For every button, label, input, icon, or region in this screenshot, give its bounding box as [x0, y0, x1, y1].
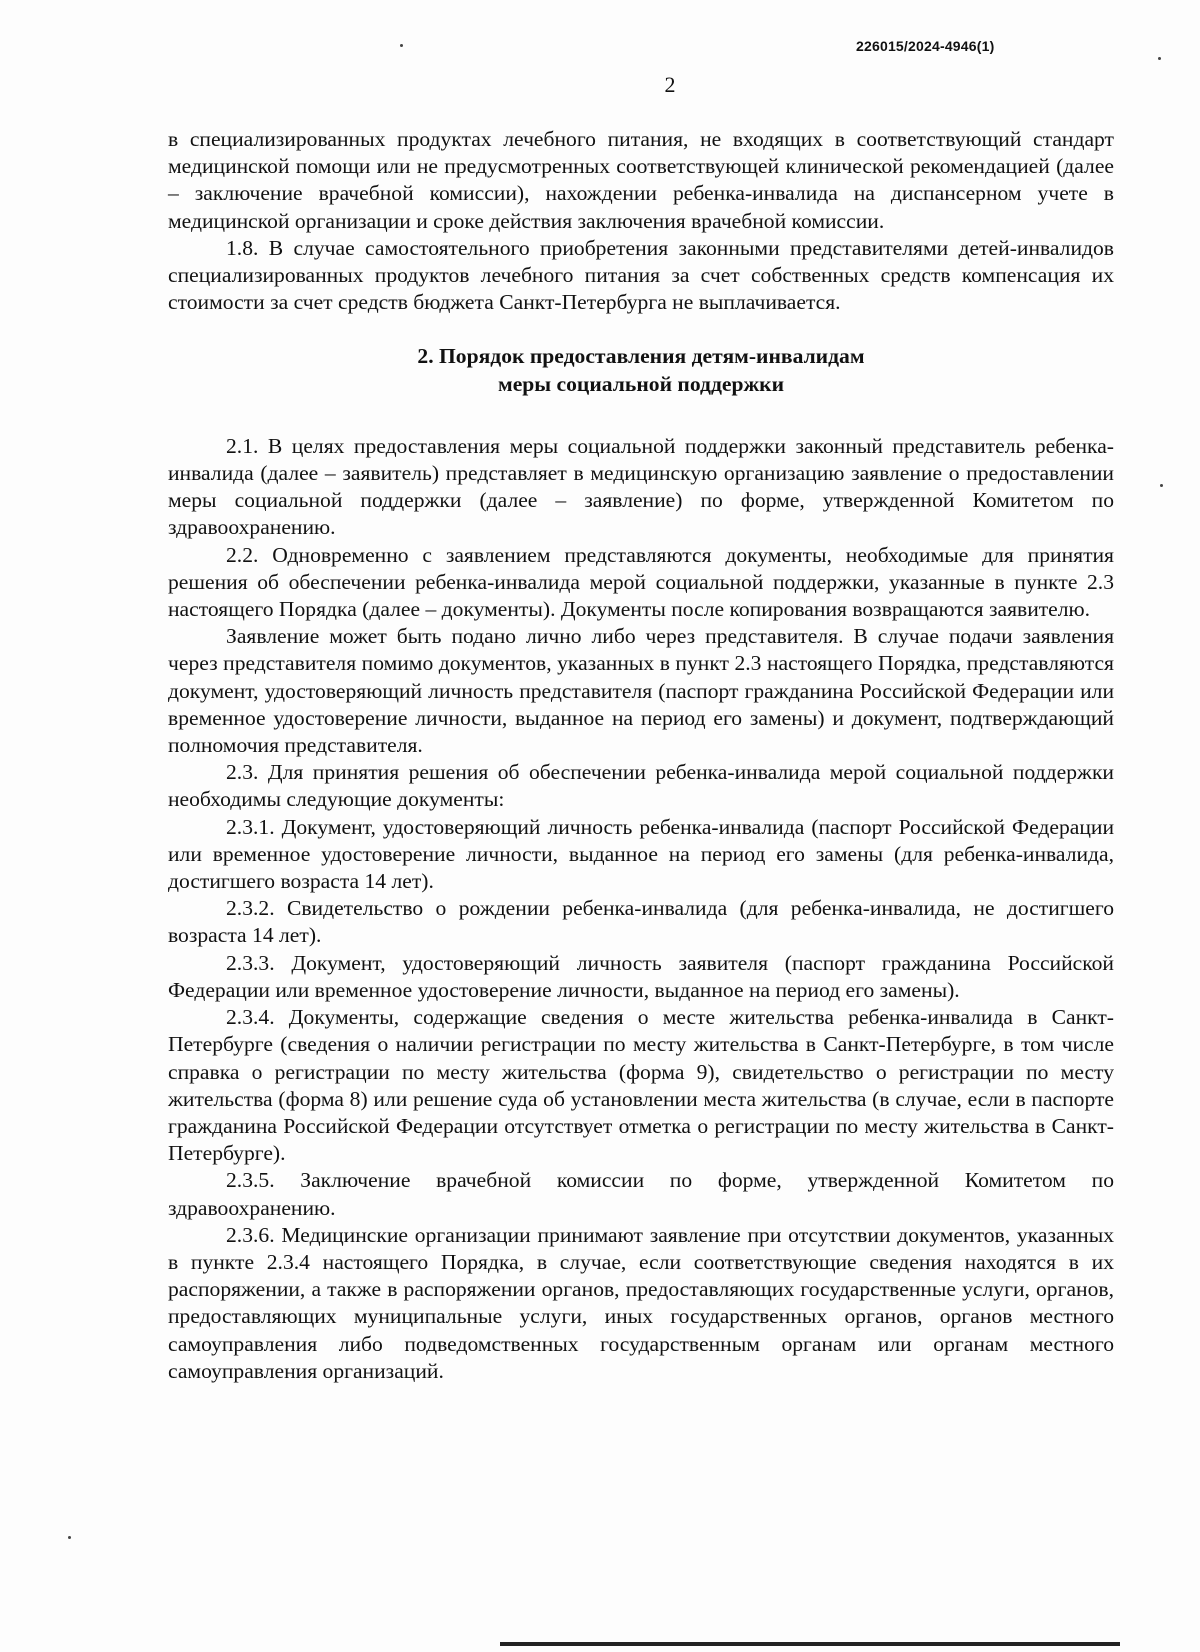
scan-speck [68, 1536, 71, 1539]
paragraph-continuation: в специализированных продуктах лечебного питания, не входящих в соответствующий стандарт медицинской помощи или не предусмотренных соответствующей клинической рекомендацией (далее – заключение врачебной комиссии), нахождении ребенка-инвалида на диспансерном учете в медицинской организации и сроке действия заключения врачебной комиссии. [168, 127, 1114, 233]
paragraph-2-3-1: 2.3.1. Документ, удостоверяющий личность ребенка-инвалида (паспорт Российской Федерации или временное удостоверение личности, выданное на период его замены (для ребенка-инвалида, достигшего возраста 14 лет). [168, 814, 1114, 894]
paragraph-2-3-5: 2.3.5. Заключение врачебной комиссии по форме, утвержденной Комитетом по здравоохранению. [168, 1168, 1114, 1220]
section-heading-line-1: 2. Порядок предоставления детям-инвалидам [417, 344, 865, 369]
section-heading [168, 343, 1114, 397]
scan-speck [1158, 57, 1161, 60]
document-body [168, 126, 1114, 1385]
paragraph-2-3-4: 2.3.4. Документы, содержащие сведения о месте жительства ребенка-инвалида в Санкт-Петербурге (сведения о наличии регистрации по месту жительства в Санкт-Петербурге, в том числе справка о регистрации по месту жительства (форма 9), свидетельство о регистрации по месту жительства (форма 8) или решение суда об установлении места жительства (в случае, если в паспорте гражданина Российской Федерации отсутствует отметка о регистрации по месту жительства в Санкт-Петербурге). [168, 1005, 1114, 1166]
paragraph-2-3-3: 2.3.3. Документ, удостоверяющий личность заявителя (паспорт гражданина Российской Федерации или временное удостоверение личности, выданное на период его замены). [168, 950, 1114, 1002]
paragraph-1-8: 1.8. В случае самостоятельного приобретения законными представителями детей-инвалидов специализированных продуктов лечебного питания за счет собственных средств компенсация их стоимости за счет средств бюджета Санкт-Петербурга не выплачивается. [168, 235, 1114, 315]
paragraph-2-3-2: 2.3.2. Свидетельство о рождении ребенка-инвалида (для ребенка-инвалида, не достигшего возраста 14 лет). [168, 896, 1114, 948]
page-number: 2 [664, 72, 676, 97]
document-registration-number: 226015/2024-4946(1) [856, 38, 995, 54]
paragraph-2-1: 2.1. В целях предоставления меры социальной поддержки законный представитель ребенка-инвалида (далее – заявитель) представляет в медицинскую организацию заявление о предоставлении меры социальной поддержки (далее – заявление) по форме, утвержденной Комитетом по здравоохранению. [168, 433, 1114, 540]
scan-speck [400, 44, 403, 47]
scan-speck [1160, 484, 1163, 487]
paragraph-2-3: 2.3. Для принятия решения об обеспечении ребенка-инвалида мерой социальной поддержки необходимы следующие документы: [168, 760, 1114, 812]
paragraph-representative: Заявление может быть подано лично либо через представителя. В случае подачи заявления через представителя помимо документов, указанных в пункт 2.3 настоящего Порядка, представляются документ, удостоверяющий личность представителя (паспорт гражданина Российской Федерации или временное удостоверение личности, выданное на период его замены) и документ, подтверждающий полномочия представителя. [168, 624, 1114, 758]
section-heading-line-2: меры социальной поддержки [497, 371, 785, 396]
paragraph-2-3-6: 2.3.6. Медицинские организации принимают заявление при отсутствии документов, указанных в пункте 2.3.4 настоящего Порядка, в случае, если соответствующие сведения находятся в их распоряжении, а также в распоряжении органов, предоставляющих государственные услуги, органов, предоставляющих муниципальные услуги, иных государственных органов, органов местного самоуправления либо подведомственных государственным органам или органам местного самоуправления организаций. [168, 1222, 1114, 1383]
scan-edge-line [500, 1642, 1120, 1646]
paragraph-2-2: 2.2. Одновременно с заявлением представляются документы, необходимые для принятия решения об обеспечении ребенка-инвалида мерой социальной поддержки, указанные в пункте 2.3 настоящего Порядка (далее – документы). Документы после копирования возвращаются заявителю. [168, 542, 1114, 622]
